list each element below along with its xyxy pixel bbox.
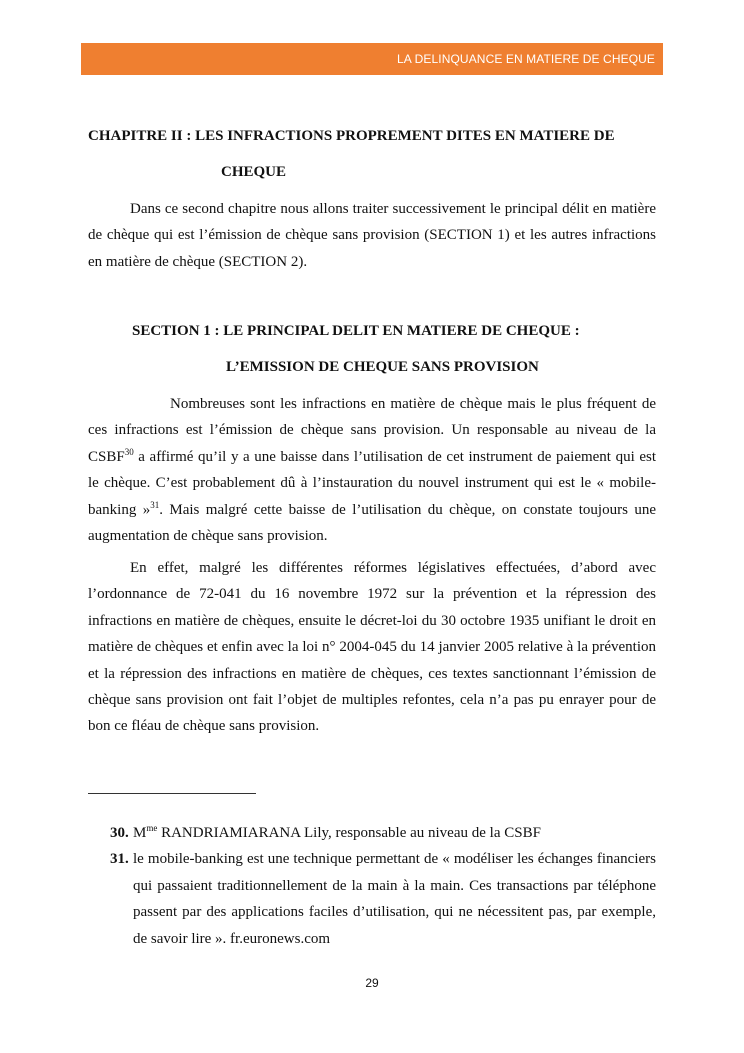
section-title: SECTION 1 : LE PRINCIPAL DELIT EN MATIERE DE CHEQUE : [132,323,580,339]
footnote-number: 31. [110,851,129,868]
running-header-title: LA DELINQUANCE EN MATIERE DE CHEQUE [397,52,655,66]
chapter-intro-paragraph: Dans ce second chapitre nous allons traiter successivement le principal délit en matière de chèque qui est l’émission de chèque sans provision (SECTION 1) et les autres infractions en matière de chèque (SECTION 2). [88,201,656,270]
section-paragraph-1 [88,391,656,549]
footnote-31 [110,846,656,952]
paragraph-text: . Mais malgré cette baisse de l’utilisation du chèque, on constate toujours une augmentation de chèque sans provision. [88,501,656,545]
footnote-separator [88,793,256,794]
paragraph-text: Nombreuses sont les infractions en matière de chèque mais le plus fréquent de ces infractions est l’émission de chèque sans provision. Un responsable au niveau de la CSBF [88,396,656,465]
page-number: 29 [365,976,379,990]
section-paragraph-2: En effet, malgré les différentes réformes législatives effectuées, d’abord avec l’ordonnance de 72-041 du 16 novembre 1972 sur la prévention et la répression des infractions en matière de chèques, ensuite le décret-loi du 30 octobre 1935 unifiant le droit en matière de chèques et enfin avec la loi n° 2004-045 du 14 janvier 2005 relative à la prévention et la répression des infractions en matière de chèques, ces textes sanctionnant l’émission de chèque sans provision ont fait l’objet de multiples refontes, cela n’a pas pu enrayer pour de bon ce fléau de chèque sans provision. [88,560,656,735]
footnote-text-prefix: M [133,825,147,841]
running-header [81,43,663,75]
footnote-text: RANDRIAMIARANA Lily, responsable au niveau de la CSBF [157,825,541,841]
footnotes [110,820,656,952]
footnote-number: 30. [110,825,129,841]
footnote-ref-31[interactable]: 31 [150,499,160,510]
chapter-title: CHAPITRE II : LES INFRACTIONS PROPREMENT DITES EN MATIERE DE [88,128,615,144]
footnote-ref-30[interactable]: 30 [124,446,134,457]
chapter-title-continued: CHEQUE [221,164,287,180]
paragraph-text: a affirmé qu’il y a une baisse dans l’utilisation de cet instrument de paiement qui est le chèque. C’est probablement dû à l’instauration du nouvel instrument qui est le « mobile-banking » [88,448,656,518]
footnote-text: le mobile-banking est une technique permettant de « modéliser les échanges financiers qui passaient traditionnellement de la main à la main. Ces transactions par téléphone passent par des applications faciles d’utilisation, qui ne nécessitent pas, par exemple, de savoir lire ». fr.euronews.com [133,851,656,947]
footnote-text-sup: me [146,823,158,833]
section-subtitle: L’EMISSION DE CHEQUE SANS PROVISION [226,359,539,375]
footnote-30 [110,820,656,846]
